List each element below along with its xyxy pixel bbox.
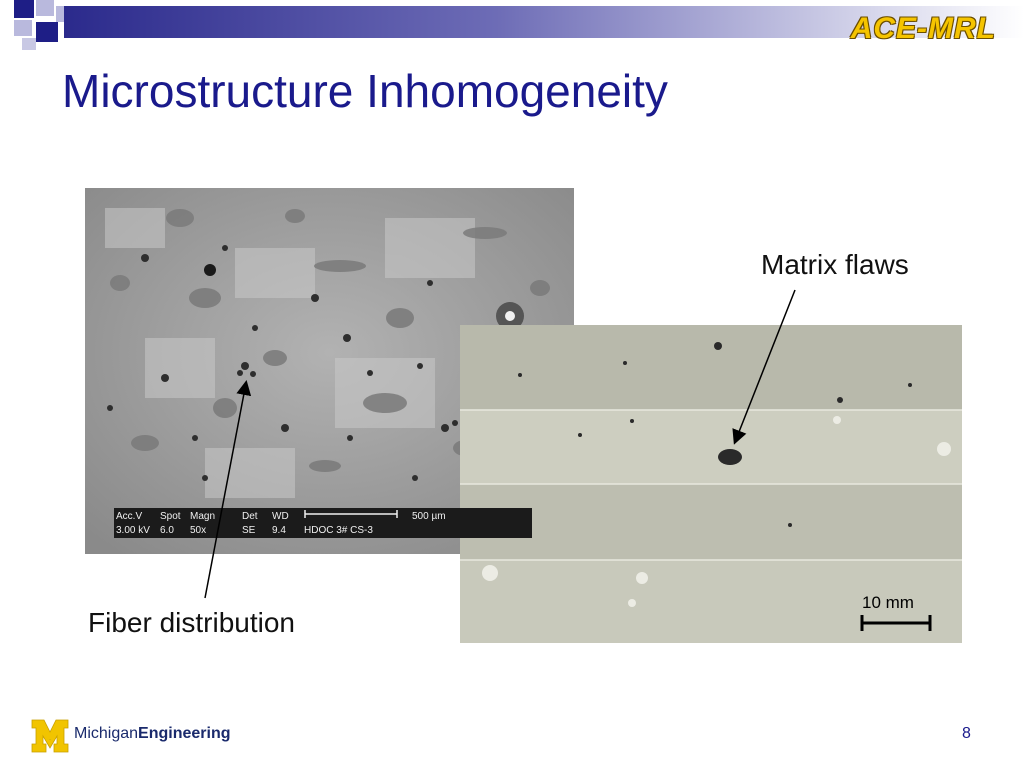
sem-scale-label: 500 µm [412, 511, 446, 522]
page-number: 8 [962, 725, 971, 742]
sem-label-det: Det [242, 511, 258, 522]
sem-label-spot: Spot [160, 511, 181, 522]
michigan-engineering-light: Michigan [74, 725, 139, 742]
photo-scale-label: 10 mm [862, 593, 914, 612]
sem-value-spot: 6.0 [160, 525, 174, 536]
fiber-distribution-label: Fiber distribution [88, 607, 295, 638]
matrix-flaws-label: Matrix flaws [761, 249, 909, 280]
michigan-block-m-logo [30, 716, 70, 754]
sem-label-wd: WD [272, 511, 289, 522]
michigan-engineering-bold: Engineering [138, 725, 231, 742]
michigan-block-m-letter: M [49, 740, 51, 741]
sem-value-sample: HDOC 3# CS-3 [304, 525, 373, 536]
michigan-engineering-label [74, 725, 230, 743]
sem-value-det: SE [242, 525, 256, 536]
sem-label-magn: Magn [190, 511, 216, 522]
slide-title: Microstructure Inhomogeneity [62, 65, 668, 117]
ace-mrl-logo: ACE-MRL [850, 12, 996, 45]
matrix-flaws-arrow [735, 290, 795, 442]
sem-value-wd: 9.4 [272, 525, 286, 536]
sem-label-acc-v: Acc.V [116, 511, 143, 522]
photo-scale-bar [862, 615, 930, 631]
sem-value-magn: 50x [190, 525, 207, 536]
fiber-distribution-arrow [205, 383, 246, 598]
sem-value-acc-v: 3.00 kV [116, 525, 150, 536]
sem-scale-bar [305, 510, 397, 518]
